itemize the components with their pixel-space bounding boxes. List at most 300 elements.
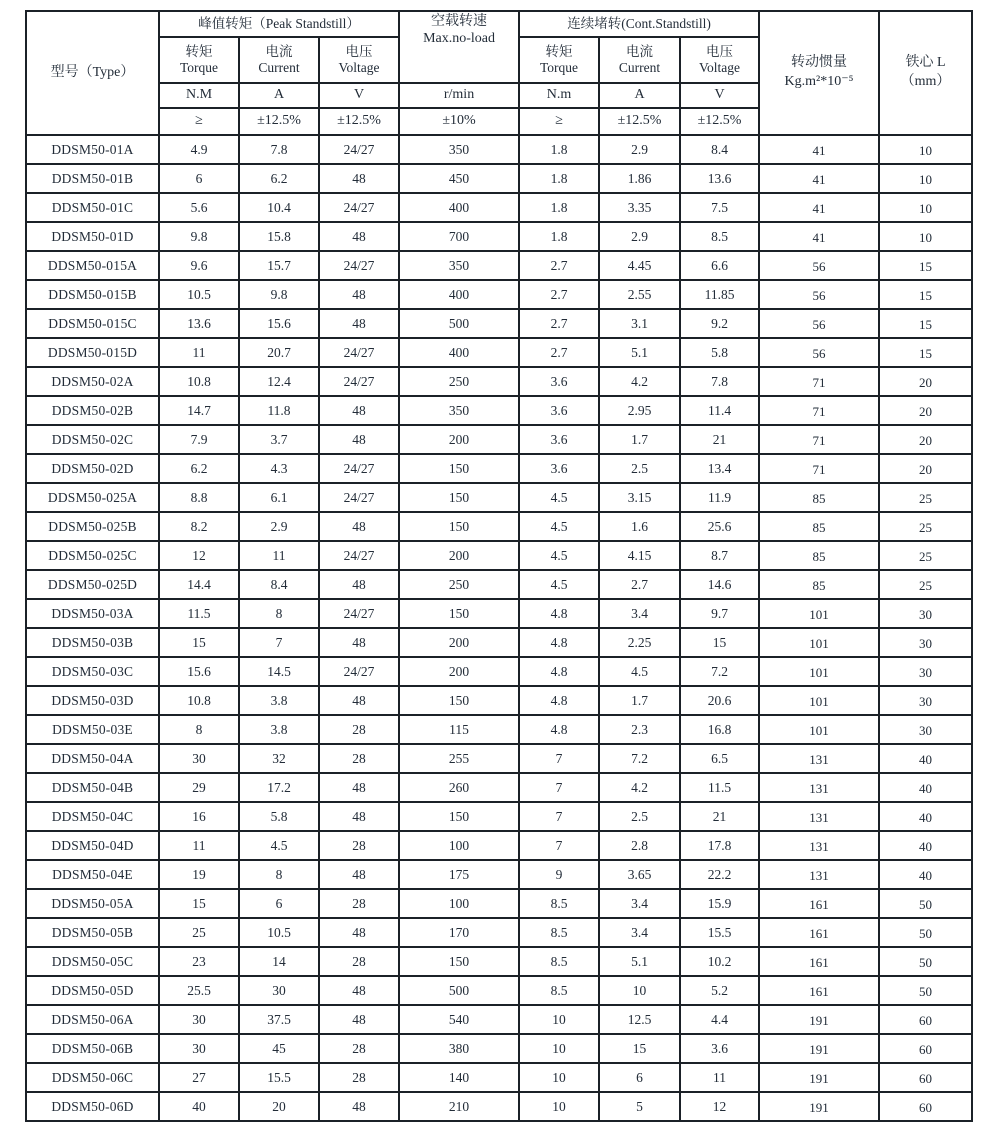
col-header-type [26,11,159,135]
peak-voltage-cell: 48 [319,686,399,715]
table-row [26,338,972,367]
cont-torque-cell: 2.7 [519,280,599,309]
no-load-speed-cell: 150 [399,454,519,483]
core-length-cell: 30 [879,715,972,744]
peak-voltage-cell: 28 [319,715,399,744]
model-type-cell: DDSM50-015A [26,251,159,280]
cont-torque-cell: 4.8 [519,599,599,628]
cont-voltage-cell: 7.5 [680,193,759,222]
cont-voltage-cell: 11.5 [680,773,759,802]
table-row [26,512,972,541]
cont-voltage-en: Voltage [699,60,741,75]
model-type-cell: DDSM50-01D [26,222,159,251]
peak-voltage-cell: 48 [319,570,399,599]
cont-current-cell: 2.5 [599,454,680,483]
core-length-cell: 50 [879,976,972,1005]
peak-voltage-cell: 48 [319,396,399,425]
model-type-cell: DDSM50-04A [26,744,159,773]
peak-torque-cell: 4.9 [159,135,239,164]
cont-current-cell: 3.35 [599,193,680,222]
model-type-cell: DDSM50-06C [26,1063,159,1092]
peak-current-cell: 6 [239,889,319,918]
cont-current-cell: 3.4 [599,599,680,628]
peak-voltage-cell: 24/27 [319,135,399,164]
inertia-cell: 191 [759,1063,879,1092]
cont-torque-cell: 9 [519,860,599,889]
inertia-cell: 85 [759,483,879,512]
peak-current-cell: 6.1 [239,483,319,512]
cont-torque-cell: 2.7 [519,251,599,280]
cont-torque-cell: 3.6 [519,454,599,483]
model-type-cell: DDSM50-06D [26,1092,159,1121]
peak-voltage-unit: V [319,83,399,108]
cont-torque-cell: 4.8 [519,628,599,657]
inertia-cell: 56 [759,280,879,309]
cont-torque-cell: 10 [519,1005,599,1034]
cont-torque-cell: 4.8 [519,686,599,715]
no-load-speed-cell: 100 [399,831,519,860]
core-length-cell: 40 [879,860,972,889]
core-length-cell: 40 [879,773,972,802]
model-type-cell: DDSM50-025C [26,541,159,570]
cont-voltage-cell: 21 [680,425,759,454]
core-length-cell: 20 [879,367,972,396]
core-unit-label: （mm） [900,74,951,89]
table-row [26,860,972,889]
peak-current-cell: 37.5 [239,1005,319,1034]
inertia-cell: 101 [759,628,879,657]
core-length-cell: 25 [879,512,972,541]
cont-current-cell: 3.65 [599,860,680,889]
table-row [26,541,972,570]
table-row [26,1034,972,1063]
no-load-speed-cell: 540 [399,1005,519,1034]
no-load-speed-cell: 200 [399,425,519,454]
peak-voltage-cell: 24/27 [319,338,399,367]
model-type-cell: DDSM50-03E [26,715,159,744]
no-load-speed-cell: 255 [399,744,519,773]
model-type-cell: DDSM50-02D [26,454,159,483]
peak-current-cell: 2.9 [239,512,319,541]
cont-voltage-cell: 9.2 [680,309,759,338]
inertia-cell: 71 [759,425,879,454]
peak-voltage-en: Voltage [338,60,380,75]
model-type-cell: DDSM50-025D [26,570,159,599]
cont-voltage-cell: 17.8 [680,831,759,860]
cont-torque-cell: 7 [519,831,599,860]
inertia-cell: 41 [759,193,879,222]
peak-voltage-cell: 48 [319,512,399,541]
model-type-cell: DDSM50-025B [26,512,159,541]
peak-torque-cell: 12 [159,541,239,570]
cont-voltage-cell: 22.2 [680,860,759,889]
no-load-speed-cell: 400 [399,193,519,222]
peak-voltage-cell: 28 [319,1063,399,1092]
cont-torque-cell: 1.8 [519,222,599,251]
table-row [26,483,972,512]
core-length-cell: 15 [879,338,972,367]
cont-voltage-cell: 7.8 [680,367,759,396]
cont-voltage-tolerance: ±12.5% [680,108,759,135]
cont-torque-cell: 4.8 [519,715,599,744]
cont-current-cell: 1.6 [599,512,680,541]
peak-voltage-cell: 24/27 [319,599,399,628]
core-length-cell: 20 [879,454,972,483]
model-type-cell: DDSM50-015B [26,280,159,309]
table-row [26,802,972,831]
peak-current-cell: 9.8 [239,280,319,309]
table-row [26,367,972,396]
model-type-cell: DDSM50-025A [26,483,159,512]
inertia-cell: 41 [759,135,879,164]
cont-current-cell: 2.95 [599,396,680,425]
core-length-cell: 10 [879,193,972,222]
cont-torque-cell: 4.5 [519,541,599,570]
cont-current-cell: 12.5 [599,1005,680,1034]
model-type-cell: DDSM50-05B [26,918,159,947]
peak-current-cell: 8 [239,599,319,628]
inertia-cell: 191 [759,1034,879,1063]
no-load-speed-cell: 210 [399,1092,519,1121]
peak-current-cell: 32 [239,744,319,773]
cont-torque-cell: 3.6 [519,396,599,425]
inertia-cell: 85 [759,570,879,599]
no-load-speed-cell: 350 [399,135,519,164]
peak-current-cell: 20.7 [239,338,319,367]
peak-torque-cell: 6.2 [159,454,239,483]
cont-current-cell: 10 [599,976,680,1005]
peak-voltage-cell: 48 [319,860,399,889]
cont-voltage-cell: 4.4 [680,1005,759,1034]
cont-current-cell: 2.25 [599,628,680,657]
cont-voltage-cell: 5.8 [680,338,759,367]
no-load-unit: r/min [399,83,519,108]
cont-current-cell: 4.2 [599,367,680,396]
cont-torque-unit: N.m [519,83,599,108]
peak-voltage-cell: 48 [319,1005,399,1034]
core-length-header [879,11,972,135]
header-row-groups [26,11,972,37]
table-row [26,918,972,947]
cont-voltage-cell: 14.6 [680,570,759,599]
no-load-speed-cell: 115 [399,715,519,744]
cont-torque-header [519,37,599,83]
peak-current-cn: 电流 [265,44,293,60]
inertia-cell: 131 [759,744,879,773]
peak-current-cell: 3.8 [239,715,319,744]
table-row [26,744,972,773]
model-type-cell: DDSM50-02B [26,396,159,425]
cont-voltage-cell: 8.4 [680,135,759,164]
peak-torque-cell: 10.5 [159,280,239,309]
model-type-cell: DDSM50-015D [26,338,159,367]
peak-current-cell: 4.3 [239,454,319,483]
model-type-cell: DDSM50-02A [26,367,159,396]
core-length-cell: 30 [879,628,972,657]
peak-current-tolerance: ±12.5% [239,108,319,135]
table-row [26,1005,972,1034]
core-length-cell: 20 [879,425,972,454]
peak-voltage-cell: 48 [319,309,399,338]
cont-voltage-cell: 6.6 [680,251,759,280]
cont-current-cell: 4.45 [599,251,680,280]
inertia-cell: 191 [759,1005,879,1034]
cont-current-cell: 2.3 [599,715,680,744]
cont-current-cell: 4.15 [599,541,680,570]
cont-current-cell: 3.1 [599,309,680,338]
inertia-cell: 41 [759,222,879,251]
core-length-cell: 60 [879,1005,972,1034]
model-type-cell: DDSM50-04C [26,802,159,831]
peak-current-cell: 17.2 [239,773,319,802]
table-row [26,773,972,802]
peak-current-cell: 7 [239,628,319,657]
inertia-cell: 71 [759,396,879,425]
cont-current-unit: A [599,83,680,108]
peak-current-cell: 11 [239,541,319,570]
no-load-speed-cell: 500 [399,309,519,338]
cont-voltage-cell: 13.6 [680,164,759,193]
inertia-cell: 101 [759,599,879,628]
cont-voltage-cell: 3.6 [680,1034,759,1063]
cont-voltage-cell: 15.9 [680,889,759,918]
table-row [26,599,972,628]
inertia-cell: 161 [759,889,879,918]
core-length-cell: 30 [879,599,972,628]
core-cn-label: 铁心 L [905,55,946,71]
no-load-speed-cell: 150 [399,512,519,541]
no-load-speed-cell: 150 [399,599,519,628]
table-row [26,976,972,1005]
table-row [26,628,972,657]
no-load-speed-cell: 150 [399,947,519,976]
cont-torque-cell: 7 [519,773,599,802]
cont-torque-cell: 2.7 [519,309,599,338]
table-row [26,396,972,425]
peak-voltage-cell: 48 [319,280,399,309]
cont-current-cell: 1.86 [599,164,680,193]
inertia-cell: 71 [759,454,879,483]
peak-torque-header [159,37,239,83]
core-length-cell: 40 [879,831,972,860]
cont-current-cell: 1.7 [599,686,680,715]
core-length-cell: 15 [879,280,972,309]
cont-torque-cell: 3.6 [519,367,599,396]
peak-torque-cell: 9.6 [159,251,239,280]
inertia-cell: 131 [759,831,879,860]
cont-torque-cell: 1.8 [519,135,599,164]
inertia-cell: 161 [759,947,879,976]
peak-voltage-header [319,37,399,83]
cont-torque-cell: 8.5 [519,976,599,1005]
cont-torque-cell: 8.5 [519,918,599,947]
model-type-cell: DDSM50-03A [26,599,159,628]
peak-torque-cell: 11 [159,831,239,860]
model-type-cell: DDSM50-01C [26,193,159,222]
cont-torque-tolerance: ≥ [519,108,599,135]
peak-torque-cell: 7.9 [159,425,239,454]
cont-voltage-cell: 11.9 [680,483,759,512]
peak-torque-cell: 14.4 [159,570,239,599]
no-load-speed-cell: 700 [399,222,519,251]
cont-voltage-cn: 电压 [706,44,734,60]
cont-torque-cell: 10 [519,1034,599,1063]
cont-current-tolerance: ±12.5% [599,108,680,135]
peak-torque-cell: 30 [159,744,239,773]
model-type-cell: DDSM50-05D [26,976,159,1005]
peak-voltage-cell: 24/27 [319,657,399,686]
peak-current-cell: 10.4 [239,193,319,222]
core-length-cell: 10 [879,222,972,251]
model-type-cell: DDSM50-01A [26,135,159,164]
inertia-header [759,11,879,135]
model-type-cell: DDSM50-015C [26,309,159,338]
core-length-cell: 50 [879,918,972,947]
spec-table-header [26,11,972,135]
peak-voltage-cell: 48 [319,425,399,454]
model-type-cell: DDSM50-02C [26,425,159,454]
inertia-cell: 101 [759,657,879,686]
cont-voltage-cell: 13.4 [680,454,759,483]
peak-torque-cell: 8 [159,715,239,744]
peak-voltage-cell: 24/27 [319,367,399,396]
no-load-speed-cell: 150 [399,802,519,831]
peak-torque-cell: 10.8 [159,686,239,715]
peak-current-cell: 15.8 [239,222,319,251]
peak-torque-cell: 8.2 [159,512,239,541]
cont-voltage-cell: 15 [680,628,759,657]
inertia-cell: 101 [759,686,879,715]
cont-torque-cell: 10 [519,1092,599,1121]
peak-torque-cell: 25 [159,918,239,947]
peak-torque-cell: 15 [159,628,239,657]
no-load-speed-cell: 250 [399,570,519,599]
table-row [26,135,972,164]
no-load-speed-cell: 200 [399,657,519,686]
peak-torque-cell: 16 [159,802,239,831]
cont-current-cell: 1.7 [599,425,680,454]
model-type-cell: DDSM50-03D [26,686,159,715]
peak-current-header [239,37,319,83]
core-length-cell: 25 [879,570,972,599]
model-type-cell: DDSM50-06A [26,1005,159,1034]
inertia-cell: 191 [759,1092,879,1121]
cont-torque-cell: 4.5 [519,512,599,541]
inertia-cell: 131 [759,802,879,831]
peak-torque-cn: 转矩 [185,44,213,60]
peak-current-cell: 15.6 [239,309,319,338]
cont-torque-cell: 3.6 [519,425,599,454]
peak-voltage-cell: 24/27 [319,541,399,570]
core-length-cell: 40 [879,744,972,773]
peak-current-cell: 30 [239,976,319,1005]
peak-current-cell: 7.8 [239,135,319,164]
type-header-label: 型号（Type） [50,64,135,80]
inertia-cell: 161 [759,976,879,1005]
peak-voltage-cell: 48 [319,628,399,657]
cont-current-cell: 7.2 [599,744,680,773]
cont-current-cell: 15 [599,1034,680,1063]
inertia-unit-label: Kg.m²*10⁻⁵ [784,74,854,89]
no-load-speed-cell: 140 [399,1063,519,1092]
peak-torque-cell: 15.6 [159,657,239,686]
peak-torque-cell: 6 [159,164,239,193]
peak-voltage-cell: 48 [319,222,399,251]
table-row [26,570,972,599]
peak-torque-cell: 19 [159,860,239,889]
no-load-speed-cell: 400 [399,338,519,367]
inertia-cell: 131 [759,773,879,802]
cont-current-cell: 2.9 [599,222,680,251]
peak-torque-tolerance: ≥ [159,108,239,135]
cont-current-cell: 3.4 [599,918,680,947]
core-length-cell: 60 [879,1092,972,1121]
peak-torque-cell: 9.8 [159,222,239,251]
model-type-cell: DDSM50-06B [26,1034,159,1063]
cont-voltage-cell: 21 [680,802,759,831]
peak-torque-cell: 11 [159,338,239,367]
peak-voltage-cell: 28 [319,744,399,773]
peak-current-cell: 3.8 [239,686,319,715]
peak-torque-cell: 11.5 [159,599,239,628]
peak-voltage-cell: 48 [319,976,399,1005]
table-row [26,309,972,338]
peak-standstill-group-header: 峰值转矩（Peak Standstill） [159,11,399,37]
model-type-cell: DDSM50-04D [26,831,159,860]
cont-voltage-unit: V [680,83,759,108]
peak-current-cell: 14.5 [239,657,319,686]
table-row [26,889,972,918]
peak-torque-cell: 40 [159,1092,239,1121]
cont-torque-cell: 8.5 [519,889,599,918]
peak-current-cell: 15.5 [239,1063,319,1092]
cont-torque-en: Torque [540,60,579,75]
no-load-speed-cell: 150 [399,483,519,512]
no-load-tolerance: ±10% [399,108,519,135]
inertia-cell: 56 [759,338,879,367]
peak-voltage-cell: 24/27 [319,193,399,222]
no-load-speed-cell: 380 [399,1034,519,1063]
peak-current-cell: 8 [239,860,319,889]
core-length-cell: 10 [879,135,972,164]
model-type-cell: DDSM50-03B [26,628,159,657]
no-load-speed-cell: 350 [399,251,519,280]
peak-voltage-cell: 48 [319,773,399,802]
cont-voltage-cell: 20.6 [680,686,759,715]
table-row [26,947,972,976]
table-row [26,1092,972,1121]
cont-standstill-group-header: 连续堵转(Cont.Standstill) [519,11,759,37]
cont-torque-cell: 1.8 [519,193,599,222]
cont-voltage-cell: 11 [680,1063,759,1092]
cont-torque-cell: 7 [519,744,599,773]
cont-torque-cell: 4.8 [519,657,599,686]
peak-current-cell: 8.4 [239,570,319,599]
no-load-speed-header [399,11,519,83]
peak-torque-cell: 10.8 [159,367,239,396]
table-row [26,657,972,686]
cont-voltage-cell: 9.7 [680,599,759,628]
cont-torque-cell: 1.8 [519,164,599,193]
table-row [26,831,972,860]
peak-torque-en: Torque [179,60,219,75]
peak-current-cell: 3.7 [239,425,319,454]
cont-voltage-header [680,37,759,83]
inertia-cell: 85 [759,541,879,570]
peak-voltage-cn: 电压 [345,44,373,60]
inertia-cell: 101 [759,715,879,744]
cont-current-cell: 4.2 [599,773,680,802]
